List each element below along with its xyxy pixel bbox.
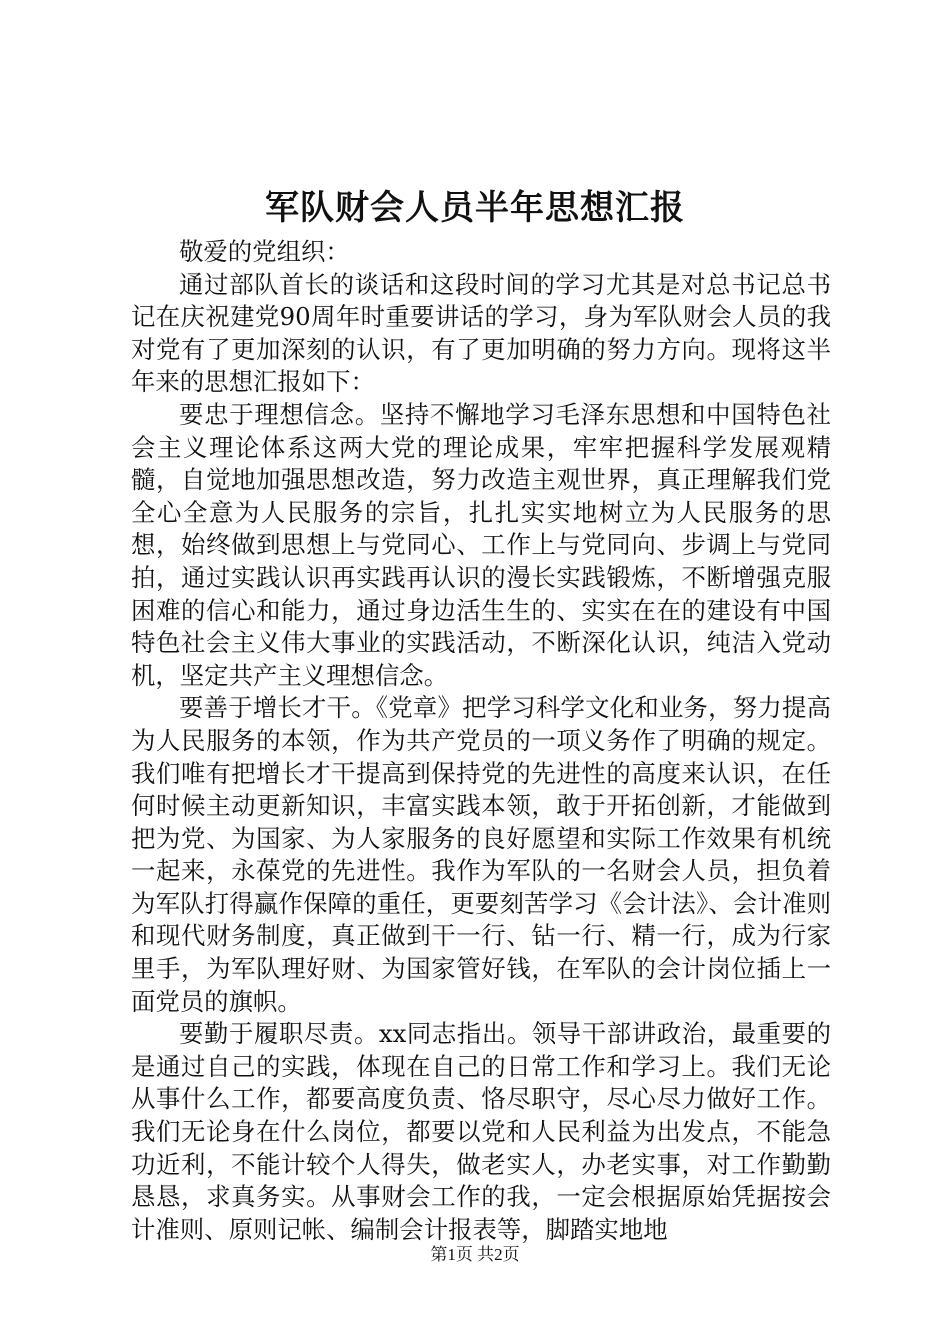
- salutation: 敬爱的党组织：: [179, 237, 350, 266]
- page-number-footer: 第1页 共2页: [430, 1245, 520, 1264]
- paragraph-duty: 要勤于履职尽责。xx同志指出。领导干部讲政治，最重要的是通过自己的实践，体现在自己的日常工作和学习上。我们无论从事什么工作，都要高度负责、恪尽职守，尽心尽力做好工作。我们无论身在什么岗位，都要以党和人民利益为出发点，不能急功近利，不能计较个人得失，做老实人，办老实事，对工作勤勤恳恳，求真务实。从事财会工作的我，一定会根据原始凭据按会计准则、原则记帐、编制会计报表等，脚踏实地地: [131, 1019, 831, 1244]
- paragraph-talent: 要善于增长才干。《党章》把学习科学文化和业务，努力提高为人民服务的本领，作为共产党员的一项义务作了明确的规定。我们唯有把增长才干提高到保持党的先进性的高度来认识，在任何时候主动更新知识，丰富实践本领，敢于开拓创新，才能做到把为党、为国家、为人家服务的良好愿望和实际工作效果有机统一起来，永葆党的先进性。我作为军队的一名财会人员，担负着为军队打得赢作保障的重任，更要刻苦学习《会计法》、会计准则和现代财务制度，真正做到干一行、钻一行、精一行，成为行家里手，为军队理好财、为国家管好钱，在军队的会计岗位插上一面党员的旗帜。: [131, 693, 831, 1016]
- paragraph-ideals: 要忠于理想信念。坚持不懈地学习毛泽东思想和中国特色社会主义理论体系这两大党的理论成果，牢牢把握科学发展观精髓，自觉地加强思想改造，努力改造主观世界，真正理解我们党全心全意为人民服务的宗旨，扎扎实实地树立为人民服务的思想，始终做到思想上与党同心、工作上与党同向、步调上与党同拍，通过实践认识再实践再认识的漫长实践锻炼，不断增强克服困难的信心和能力，通过身边活生生的、实实在在的建设有中国特色社会主义伟大事业的实践活动，不断深化认识，纯洁入党动机，坚定共产主义理想信念。: [131, 399, 831, 690]
- paragraph-intro: 通过部队首长的谈话和这段时间的学习尤其是对总书记总书记在庆祝建党90周年时重要讲话的学习，身为军队财会人员的我对党有了更加深刻的认识，有了更加明确的努力方向。现将这半年来的思想汇报如下：: [131, 269, 831, 397]
- document-title: 军队财会人员半年思想汇报: [265, 188, 685, 228]
- document-body: [131, 236, 831, 1246]
